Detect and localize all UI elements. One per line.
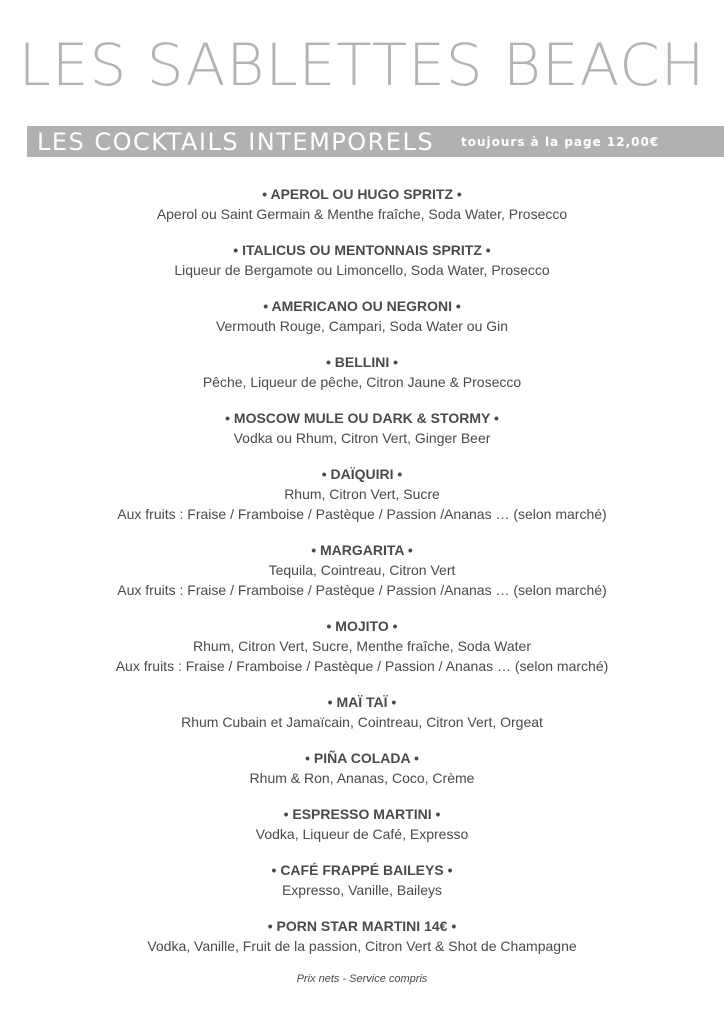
page-title: LES SABLETTES BEACH	[18, 31, 706, 99]
menu-item	[0, 804, 724, 844]
section-heading: LES COCKTAILS INTEMPORELS	[37, 128, 435, 156]
menu-item	[0, 408, 724, 448]
menu-item-name: • ESPRESSO MARTINI •	[283, 806, 441, 822]
section-banner	[27, 126, 724, 157]
menu-item	[0, 352, 724, 392]
section-price-note: toujours à la page 12,00€	[461, 135, 660, 149]
menu-item-description: Vodka ou Rhum, Citron Vert, Ginger Beer	[233, 430, 491, 446]
menu-item	[0, 616, 724, 676]
menu-item	[0, 464, 724, 524]
menu-item-name: • APEROL OU HUGO SPRITZ •	[262, 186, 462, 202]
menu-item-name: • DAÏQUIRI •	[321, 466, 403, 482]
menu-item-description: Aux fruits : Fraise / Framboise / Pastèque / Passion /Ananas … (selon marché)	[117, 582, 607, 598]
menu-item-description: Vermouth Rouge, Campari, Soda Water ou Gin	[215, 318, 509, 334]
menu-item-description: Rhum Cubain et Jamaïcain, Cointreau, Citron Vert, Orgeat	[181, 714, 543, 730]
menu-item-description: Pêche, Liqueur de pêche, Citron Jaune & Prosecco	[202, 374, 522, 390]
menu-item-description: Expresso, Vanille, Baileys	[281, 882, 443, 898]
footer-note: Prix nets - Service compris	[296, 973, 428, 985]
menu-item	[0, 540, 724, 600]
menu-item-name: • ITALICUS OU MENTONNAIS SPRITZ •	[233, 242, 491, 258]
menu-item-description: Rhum, Citron Vert, Sucre, Menthe fraîche, Soda Water	[193, 638, 531, 654]
menu-item	[0, 860, 724, 900]
menu-item-name: • CAFÉ FRAPPÉ BAILEYS •	[271, 862, 453, 878]
menu-item	[0, 184, 724, 224]
menu-item-description: Aux fruits : Fraise / Framboise / Pastèque / Passion / Ananas … (selon marché)	[115, 658, 609, 674]
menu-item-description: Vodka, Vanille, Fruit de la passion, Citron Vert & Shot de Champagne	[147, 938, 577, 954]
menu-item-name: • MAÏ TAÏ •	[327, 694, 397, 710]
menu-item-description: Tequila, Cointreau, Citron Vert	[268, 562, 456, 578]
menu-item	[0, 296, 724, 336]
menu-item	[0, 748, 724, 788]
menu-item-description: Rhum & Ron, Ananas, Coco, Crème	[249, 770, 475, 786]
menu-item-name: • PIÑA COLADA •	[305, 750, 419, 766]
menu-item	[0, 692, 724, 732]
menu-item-description: Rhum, Citron Vert, Sucre	[284, 486, 440, 502]
menu-item-name: • BELLINI •	[325, 354, 399, 370]
cocktail-menu	[0, 184, 724, 972]
menu-item-name: • AMERICANO OU NEGRONI •	[263, 298, 461, 314]
menu-item-description: Aux fruits : Fraise / Framboise / Pastèque / Passion /Ananas … (selon marché)	[117, 506, 607, 522]
menu-item	[0, 916, 724, 956]
menu-item-name: • MARGARITA •	[311, 542, 413, 558]
menu-item-name: • PORN STAR MARTINI 14€ •	[267, 918, 457, 934]
menu-item-description: Vodka, Liqueur de Café, Expresso	[255, 826, 469, 842]
menu-item-name: • MOSCOW MULE OU DARK & STORMY •	[225, 410, 499, 426]
menu-item-name: • MOJITO •	[326, 618, 398, 634]
menu-item-description: Liqueur de Bergamote ou Limoncello, Soda Water, Prosecco	[174, 262, 550, 278]
menu-item	[0, 240, 724, 280]
menu-item-description: Aperol ou Saint Germain & Menthe fraîche, Soda Water, Prosecco	[156, 206, 568, 222]
